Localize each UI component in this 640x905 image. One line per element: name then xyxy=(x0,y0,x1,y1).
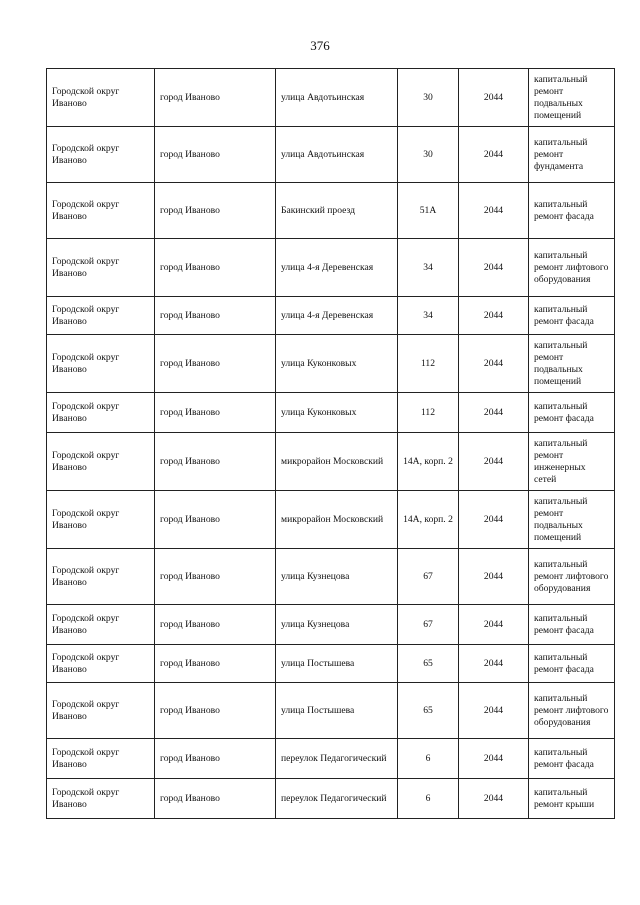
city-cell: город Иваново xyxy=(155,183,276,239)
street-cell: улица Куконковых xyxy=(276,393,398,433)
house-number-cell: 65 xyxy=(398,683,459,739)
district-cell: Городской округ Иваново xyxy=(47,491,155,549)
street-cell: улица Постышева xyxy=(276,645,398,683)
street-cell: Бакинский проезд xyxy=(276,183,398,239)
table-row xyxy=(47,779,615,819)
page-number: 376 xyxy=(310,38,330,53)
year-cell: 2044 xyxy=(459,183,529,239)
year-cell: 2044 xyxy=(459,605,529,645)
city-cell: город Иваново xyxy=(155,393,276,433)
house-number-cell: 6 xyxy=(398,739,459,779)
house-number-cell: 34 xyxy=(398,297,459,335)
district-cell: Городской округ Иваново xyxy=(47,433,155,491)
house-number-cell: 34 xyxy=(398,239,459,297)
work-type-cell: капитальный ремонт крыши xyxy=(529,779,615,819)
city-cell: город Иваново xyxy=(155,335,276,393)
street-cell: улица Куконковых xyxy=(276,335,398,393)
street-cell: улица Авдотьинская xyxy=(276,69,398,127)
house-number-cell: 51А xyxy=(398,183,459,239)
work-type-cell: капитальный ремонт фасада xyxy=(529,605,615,645)
district-cell: Городской округ Иваново xyxy=(47,239,155,297)
year-cell: 2044 xyxy=(459,393,529,433)
table-row xyxy=(47,491,615,549)
district-cell: Городской округ Иваново xyxy=(47,297,155,335)
year-cell: 2044 xyxy=(459,739,529,779)
district-cell: Городской округ Иваново xyxy=(47,183,155,239)
table-body xyxy=(47,69,615,819)
district-cell: Городской округ Иваново xyxy=(47,683,155,739)
house-number-cell: 112 xyxy=(398,335,459,393)
table-row xyxy=(47,335,615,393)
repair-schedule-table xyxy=(46,68,615,819)
work-type-cell: капитальный ремонт фасада xyxy=(529,297,615,335)
district-cell: Городской округ Иваново xyxy=(47,335,155,393)
work-type-cell: капитальный ремонт фасада xyxy=(529,645,615,683)
house-number-cell: 65 xyxy=(398,645,459,683)
house-number-cell: 30 xyxy=(398,69,459,127)
work-type-cell: капитальный ремонт лифтового оборудования xyxy=(529,239,615,297)
city-cell: город Иваново xyxy=(155,779,276,819)
street-cell: улица Кузнецова xyxy=(276,605,398,645)
work-type-cell: капитальный ремонт фасада xyxy=(529,739,615,779)
work-type-cell: капитальный ремонт фасада xyxy=(529,183,615,239)
year-cell: 2044 xyxy=(459,779,529,819)
table-row xyxy=(47,549,615,605)
table-row xyxy=(47,297,615,335)
year-cell: 2044 xyxy=(459,645,529,683)
street-cell: переулок Педагогический xyxy=(276,779,398,819)
house-number-cell: 112 xyxy=(398,393,459,433)
work-type-cell: капитальный ремонт фундамента xyxy=(529,127,615,183)
year-cell: 2044 xyxy=(459,549,529,605)
city-cell: город Иваново xyxy=(155,433,276,491)
year-cell: 2044 xyxy=(459,491,529,549)
year-cell: 2044 xyxy=(459,335,529,393)
year-cell: 2044 xyxy=(459,297,529,335)
street-cell: улица 4-я Деревенская xyxy=(276,239,398,297)
year-cell: 2044 xyxy=(459,127,529,183)
house-number-cell: 14А, корп. 2 xyxy=(398,433,459,491)
street-cell: улица Постышева xyxy=(276,683,398,739)
district-cell: Городской округ Иваново xyxy=(47,127,155,183)
city-cell: город Иваново xyxy=(155,69,276,127)
house-number-cell: 67 xyxy=(398,605,459,645)
table-row xyxy=(47,239,615,297)
work-type-cell: капитальный ремонт лифтового оборудования xyxy=(529,549,615,605)
city-cell: город Иваново xyxy=(155,549,276,605)
table-row xyxy=(47,739,615,779)
street-cell: микрорайон Московский xyxy=(276,433,398,491)
city-cell: город Иваново xyxy=(155,645,276,683)
city-cell: город Иваново xyxy=(155,127,276,183)
street-cell: улица Авдотьинская xyxy=(276,127,398,183)
work-type-cell: капитальный ремонт подвальных помещений xyxy=(529,69,615,127)
table-row xyxy=(47,183,615,239)
street-cell: переулок Педагогический xyxy=(276,739,398,779)
work-type-cell: капитальный ремонт подвальных помещений xyxy=(529,335,615,393)
table-row xyxy=(47,683,615,739)
table-row xyxy=(47,127,615,183)
table-row xyxy=(47,69,615,127)
work-type-cell: капитальный ремонт подвальных помещений xyxy=(529,491,615,549)
city-cell: город Иваново xyxy=(155,739,276,779)
work-type-cell: капитальный ремонт лифтового оборудования xyxy=(529,683,615,739)
year-cell: 2044 xyxy=(459,433,529,491)
city-cell: город Иваново xyxy=(155,683,276,739)
city-cell: город Иваново xyxy=(155,239,276,297)
year-cell: 2044 xyxy=(459,683,529,739)
house-number-cell: 30 xyxy=(398,127,459,183)
street-cell: улица 4-я Деревенская xyxy=(276,297,398,335)
district-cell: Городской округ Иваново xyxy=(47,739,155,779)
house-number-cell: 67 xyxy=(398,549,459,605)
table-row xyxy=(47,605,615,645)
house-number-cell: 14А, корп. 2 xyxy=(398,491,459,549)
district-cell: Городской округ Иваново xyxy=(47,549,155,605)
table-row xyxy=(47,433,615,491)
work-type-cell: капитальный ремонт фасада xyxy=(529,393,615,433)
work-type-cell: капитальный ремонт инженерных сетей xyxy=(529,433,615,491)
district-cell: Городской округ Иваново xyxy=(47,779,155,819)
year-cell: 2044 xyxy=(459,69,529,127)
district-cell: Городской округ Иваново xyxy=(47,605,155,645)
year-cell: 2044 xyxy=(459,239,529,297)
city-cell: город Иваново xyxy=(155,605,276,645)
district-cell: Городской округ Иваново xyxy=(47,69,155,127)
table-row xyxy=(47,645,615,683)
district-cell: Городской округ Иваново xyxy=(47,393,155,433)
street-cell: микрорайон Московский xyxy=(276,491,398,549)
house-number-cell: 6 xyxy=(398,779,459,819)
city-cell: город Иваново xyxy=(155,491,276,549)
district-cell: Городской округ Иваново xyxy=(47,645,155,683)
table-row xyxy=(47,393,615,433)
city-cell: город Иваново xyxy=(155,297,276,335)
street-cell: улица Кузнецова xyxy=(276,549,398,605)
